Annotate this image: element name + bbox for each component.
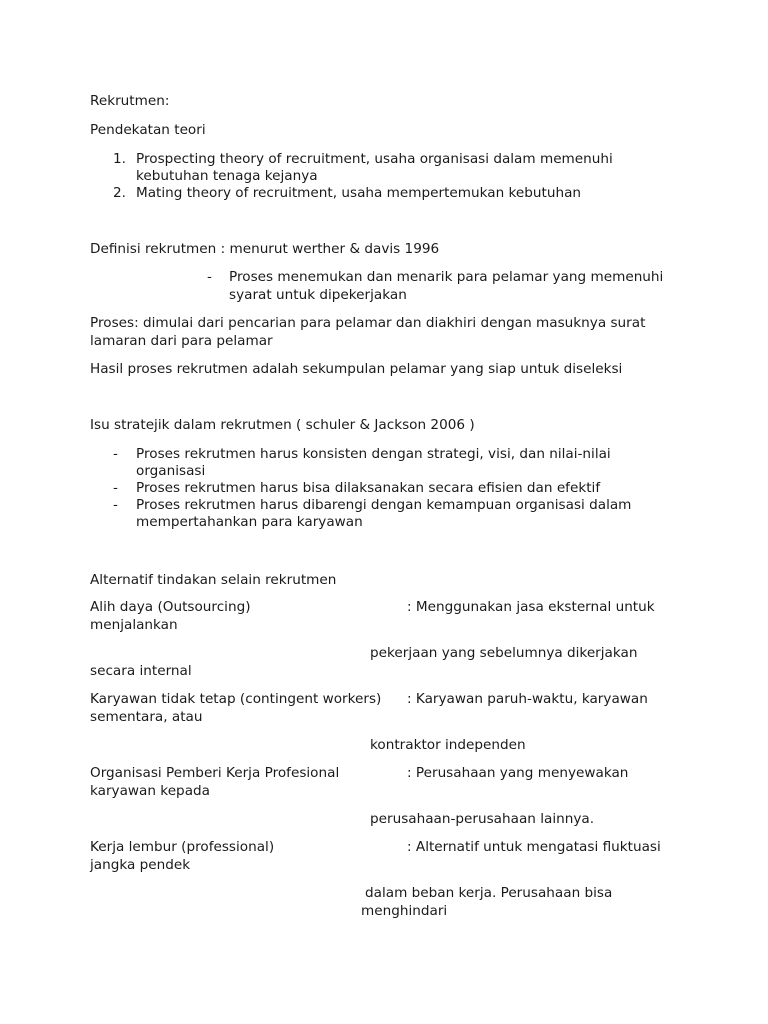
- alternative-desc-cont: perusahaan-perusahaan lainnya.: [370, 811, 595, 827]
- list-item-text: Prospecting theory of recruitment, usaha organisasi dalam memenuhi: [136, 151, 613, 167]
- alternative-desc-wrap: karyawan kepada: [90, 783, 210, 799]
- alternative-term: Alih daya (Outsourcing): [90, 599, 251, 615]
- alternative-desc: : Menggunakan jasa eksternal untuk: [407, 599, 655, 615]
- alternatives-title: Alternatif tindakan selain rekrutmen: [90, 572, 337, 588]
- strategic-item-text: Proses rekrutmen harus bisa dilaksanakan secara efisien dan efektif: [136, 480, 601, 496]
- alternative-desc-cont: secara internal: [90, 663, 192, 679]
- bullet-dash: -: [113, 497, 118, 513]
- definition-text: syarat untuk dipekerjakan: [229, 287, 407, 303]
- process-text: Proses: dimulai dari pencarian para pelamar dan diakhiri dengan masuknya surat: [90, 315, 646, 331]
- strategic-item-text: Proses rekrutmen harus dibarengi dengan kemampuan organisasi dalam: [136, 497, 632, 513]
- alternative-desc-cont: menghindari: [361, 903, 448, 919]
- alternative-desc: : Perusahaan yang menyewakan: [407, 765, 629, 781]
- list-number: 1.: [113, 151, 126, 167]
- strategic-title: Isu stratejik dalam rekrutmen ( schuler & Jackson 2006 ): [90, 417, 475, 433]
- process-text: lamaran dari para pelamar: [90, 333, 273, 349]
- alternative-term: Karyawan tidak tetap (contingent workers): [90, 691, 382, 707]
- definition-text: Proses menemukan dan menarik para pelamar yang memenuhi: [229, 269, 664, 285]
- definition-title: Definisi rekrutmen : menurut werther & davis 1996: [90, 241, 440, 257]
- alternative-desc: : Karyawan paruh-waktu, karyawan: [407, 691, 648, 707]
- strategic-item-text: organisasi: [136, 463, 206, 479]
- alternative-term: Organisasi Pemberi Kerja Profesional: [90, 765, 340, 781]
- alternative-desc-cont: kontraktor independen: [370, 737, 526, 753]
- alternative-desc-cont: pekerjaan yang sebelumnya dikerjakan: [370, 645, 638, 661]
- alternative-desc-wrap: menjalankan: [90, 617, 178, 633]
- strategic-item-text: mempertahankan para karyawan: [136, 514, 363, 530]
- bullet-dash: -: [207, 269, 212, 285]
- bullet-dash: -: [113, 480, 118, 496]
- alternative-desc: : Alternatif untuk mengatasi fluktuasi: [407, 839, 661, 855]
- approach-title: Pendekatan teori: [90, 122, 206, 138]
- bullet-dash: -: [113, 446, 118, 462]
- strategic-item-text: Proses rekrutmen harus konsisten dengan strategi, visi, dan nilai-nilai: [136, 446, 611, 462]
- alternative-desc-wrap: sementara, atau: [90, 709, 203, 725]
- alternative-desc-wrap: jangka pendek: [90, 857, 191, 873]
- document-heading: Rekrutmen:: [90, 93, 170, 109]
- list-item-text: kebutuhan tenaga kejanya: [136, 168, 318, 184]
- alternative-desc-cont: dalam beban kerja. Perusahaan bisa: [365, 885, 613, 901]
- list-item-text: Mating theory of recruitment, usaha mempertemukan kebutuhan: [136, 185, 582, 201]
- result-text: Hasil proses rekrutmen adalah sekumpulan pelamar yang siap untuk diseleksi: [90, 361, 623, 377]
- list-number: 2.: [113, 185, 126, 201]
- alternative-term: Kerja lembur (professional): [90, 839, 275, 855]
